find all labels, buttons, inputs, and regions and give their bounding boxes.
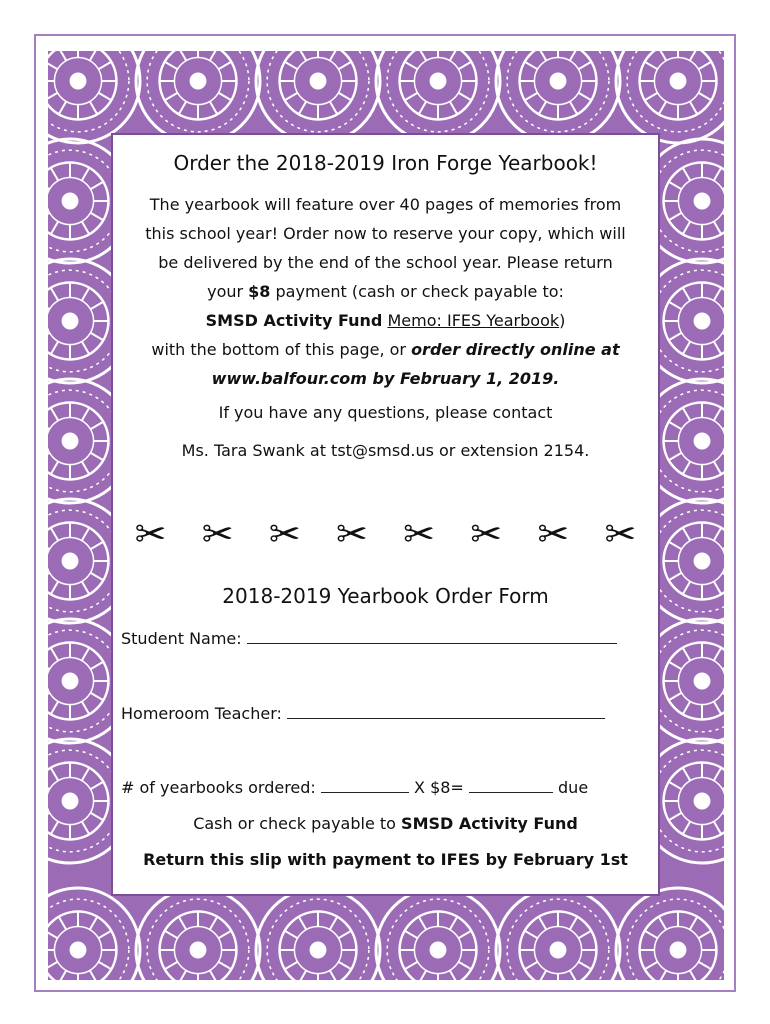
payable-fund: SMSD Activity Fund	[401, 814, 578, 833]
intro-line-5	[113, 311, 658, 330]
order-url-deadline: www.balfour.com by February 1, 2019.	[211, 369, 560, 388]
intro-line-6	[113, 340, 658, 359]
scissors-icon: ✂	[336, 512, 368, 556]
intro-line-3: be delivered by the end of the school year. Please return	[158, 253, 613, 272]
intro-line-2: this school year! Order now to reserve your copy, which will	[145, 224, 626, 243]
flyer-panel	[111, 133, 660, 896]
scissors-icon: ✂	[470, 512, 503, 556]
paren-close: )	[559, 311, 566, 330]
cut-line	[113, 512, 658, 556]
form-title: 2018-2019 Yearbook Order Form	[222, 584, 549, 608]
return-note: Return this slip with payment to IFES by February 1st	[143, 850, 628, 869]
intro-line-4-pre: your	[207, 282, 249, 301]
intro-line-1: The yearbook will feature over 40 pages of memories from	[149, 195, 622, 214]
scissors-icon: ✂	[537, 512, 570, 556]
check-memo: Memo: IFES Yearbook	[387, 311, 560, 330]
homeroom-teacher-field[interactable]	[287, 702, 605, 719]
contact-line-1: If you have any questions, please contact	[218, 403, 553, 422]
due-label: due	[558, 778, 589, 797]
scissors-icon: ✂	[201, 512, 234, 556]
student-name-field[interactable]	[247, 627, 617, 644]
order-online-text: order directly online at	[411, 340, 620, 359]
student-name-label: Student Name:	[121, 629, 242, 648]
quantity-field[interactable]	[321, 776, 409, 793]
contact-line-2: Ms. Tara Swank at tst@smsd.us or extension 2154.	[181, 441, 590, 460]
homeroom-teacher-label: Homeroom Teacher:	[121, 704, 282, 723]
scissors-icon: ✂	[134, 512, 167, 556]
quantity-row	[121, 776, 588, 797]
intro-line-4-post: payment (cash or check payable to:	[270, 282, 564, 301]
flyer-title: Order the 2018-2019 Iron Forge Yearbook!	[173, 151, 598, 175]
payable-line	[113, 814, 658, 833]
scissors-icon: ✂	[403, 512, 435, 556]
intro-line-4	[113, 282, 658, 301]
student-name-row	[121, 627, 617, 648]
intro-line-6-pre: with the bottom of this page, or	[151, 340, 412, 359]
scissors-icon: ✂	[268, 512, 301, 556]
price-amount: $8	[248, 282, 271, 301]
amount-due-field[interactable]	[469, 776, 553, 793]
activity-fund: SMSD Activity Fund	[205, 311, 383, 330]
quantity-label: # of yearbooks ordered:	[121, 778, 316, 797]
price-multiplier: X $8=	[414, 778, 464, 797]
payable-pre: Cash or check payable to	[193, 814, 402, 833]
scissors-icon: ✂	[604, 512, 637, 556]
homeroom-teacher-row	[121, 702, 605, 723]
